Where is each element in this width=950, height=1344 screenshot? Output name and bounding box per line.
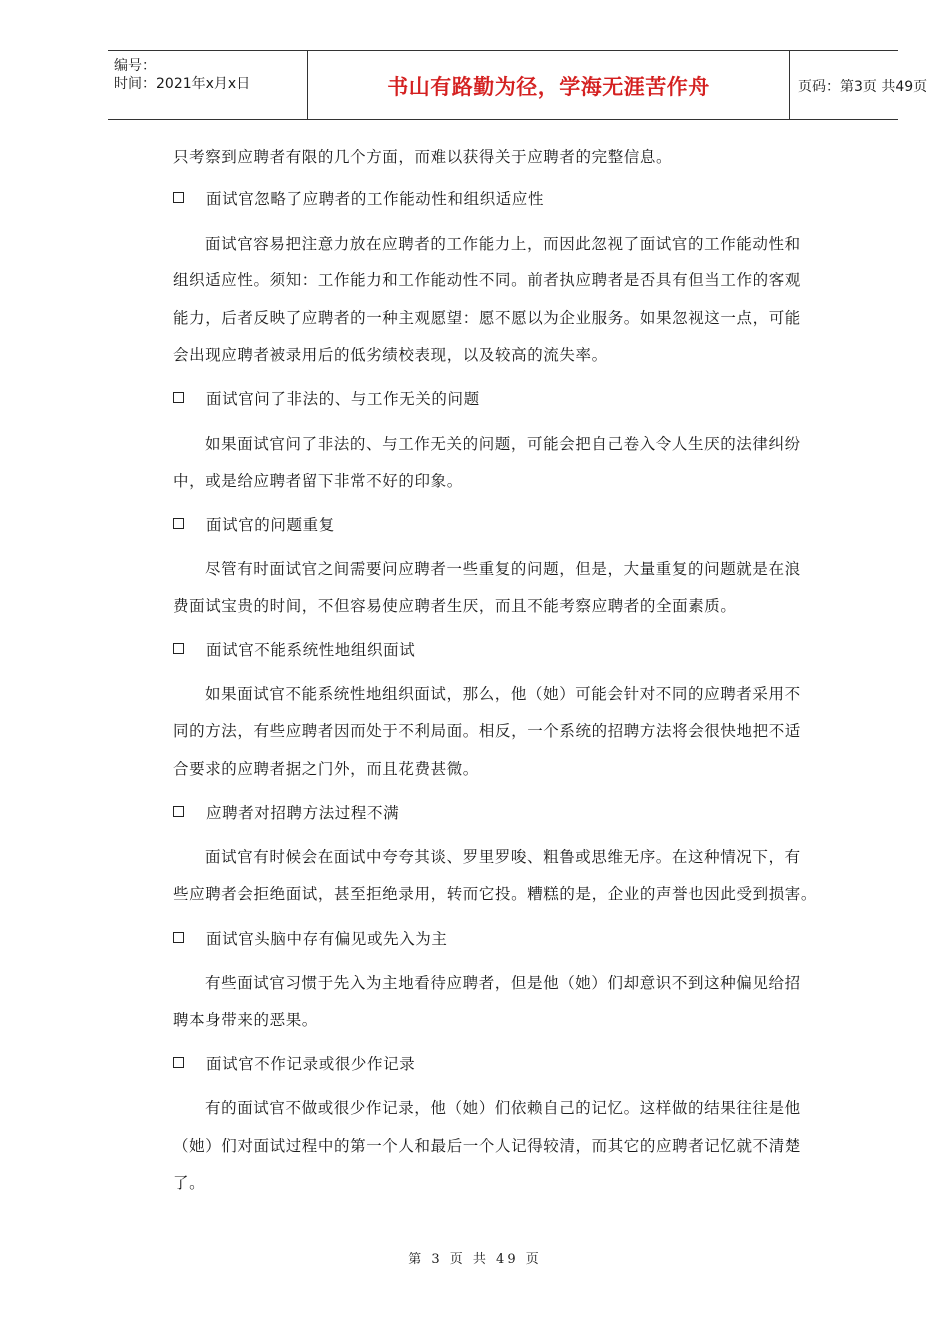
header-meta-cell [108, 51, 308, 119]
body-line: 尽管有时面试官之间需要问应聘者一些重复的问题，但是，大量重复的问题就是在浪 [205, 560, 801, 578]
bullet-item [173, 638, 415, 660]
body-line: 能力，后者反映了应聘者的一种主观愿望：愿不愿以为企业服务。如果忽视这一点，可能 [173, 309, 801, 327]
body-line: 如果面试官问了非法的、与工作无关的问题，可能会把自己卷入令人生厌的法律纠纷 [205, 435, 801, 453]
body-line: 面试官有时候会在面试中夸夸其谈、罗里罗唆、粗鲁或思维无序。在这种情况下，有 [205, 848, 801, 866]
checkbox-bullet-icon [173, 1057, 184, 1068]
bullet-heading: 面试官不作记录或很少作记录 [206, 1055, 416, 1073]
page-footer: 第 3 页 共 49 页 [408, 1252, 542, 1267]
header-page-info: 页码：第3页 共49页 [798, 79, 928, 95]
checkbox-bullet-icon [173, 192, 184, 203]
body-line: （她）们对面试过程中的第一个人和最后一个人记得较清，而其它的应聘者记忆就不清楚 [173, 1137, 801, 1155]
body-line: 会出现应聘者被录用后的低劣绩校表现，以及较高的流失率。 [173, 346, 608, 364]
header-motto-cell [308, 51, 790, 119]
body-line: 中，或是给应聘者留下非常不好的印象。 [173, 472, 463, 490]
bullet-heading: 应聘者对招聘方法过程不满 [206, 804, 400, 822]
header-page-cell [790, 51, 928, 119]
document-number-label: 编号： [114, 58, 156, 74]
bullet-heading: 面试官头脑中存有偏见或先入为主 [206, 930, 448, 948]
body-line: 只考察到应聘者有限的几个方面，而难以获得关于应聘者的完整信息。 [173, 148, 673, 166]
bullet-item [173, 801, 399, 823]
bullet-heading: 面试官的问题重复 [206, 516, 335, 534]
checkbox-bullet-icon [173, 392, 184, 403]
body-line: 有些面试官习惯于先入为主地看待应聘者，但是他（她）们却意识不到这种偏见给招 [205, 974, 801, 992]
checkbox-bullet-icon [173, 518, 184, 529]
bullet-item [173, 1052, 415, 1074]
page-header [108, 50, 928, 120]
bullet-heading: 面试官问了非法的、与工作无关的问题 [206, 390, 480, 408]
body-line: 有的面试官不做或很少作记录，他（她）们依赖自己的记忆。这样做的结果往往是他 [205, 1099, 801, 1117]
bullet-heading: 面试官不能系统性地组织面试 [206, 641, 416, 659]
checkbox-bullet-icon [173, 643, 184, 654]
checkbox-bullet-icon [173, 806, 184, 817]
body-line: 同的方法，有些应聘者因而处于不利局面。相反，一个系统的招聘方法将会很快地把不适 [173, 722, 801, 740]
body-line: 些应聘者会拒绝面试，甚至拒绝录用，转而它投。糟糕的是，企业的声誉也因此受到损害。 [173, 885, 818, 903]
bullet-item [173, 513, 335, 535]
body-line: 合要求的应聘者据之门外，而且花费甚微。 [173, 760, 479, 778]
document-time-label: 时间：2021年x月x日 [114, 76, 251, 92]
bullet-item [173, 927, 448, 949]
body-line: 如果面试官不能系统性地组织面试，那么，他（她）可能会针对不同的应聘者采用不 [205, 685, 801, 703]
header-motto: 书山有路勤为径，学海无涯苦作舟 [387, 75, 710, 99]
checkbox-bullet-icon [173, 932, 184, 943]
bullet-heading: 面试官忽略了应聘者的工作能动性和组织适应性 [206, 190, 545, 208]
body-line: 费面试宝贵的时间，不但容易使应聘者生厌，而且不能考察应聘者的全面素质。 [173, 597, 737, 615]
bullet-item [173, 387, 480, 409]
body-line: 聘本身带来的恶果。 [173, 1011, 318, 1029]
bullet-item [173, 187, 544, 209]
body-line: 了。 [173, 1174, 206, 1192]
body-line: 组织适应性。须知：工作能力和工作能动性不同。前者执应聘者是否具有但当工作的客观 [173, 271, 801, 289]
body-line: 面试官容易把注意力放在应聘者的工作能力上，而因此忽视了面试官的工作能动性和 [205, 235, 801, 253]
